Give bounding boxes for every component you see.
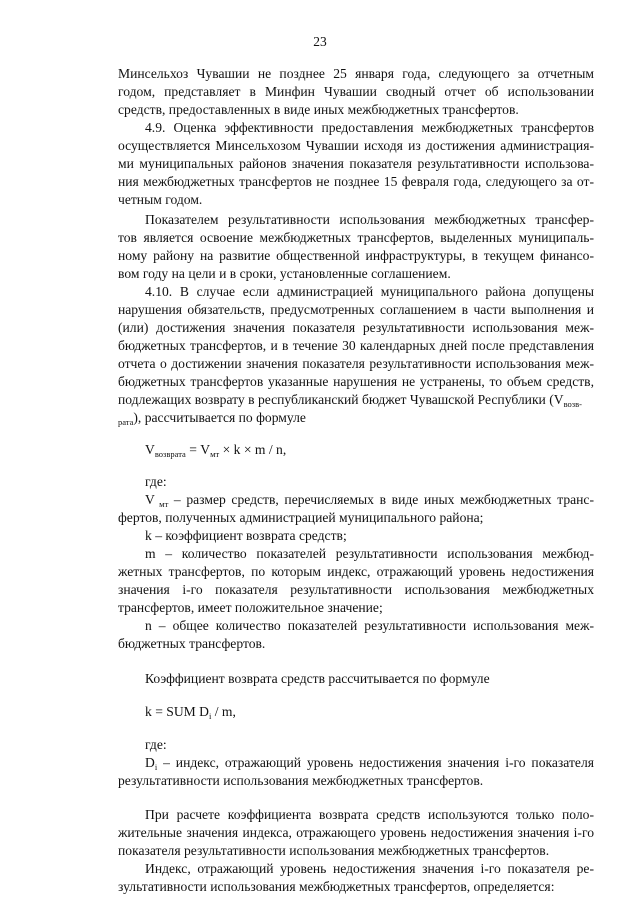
text-line: где: (145, 474, 167, 489)
text-line: средств, предоставленных в виде иных межбюджетных трансфертов. (118, 102, 519, 117)
formula-coefficient (145, 703, 236, 721)
text-span: V (145, 492, 155, 507)
text-line: вом году на цели и в сроки, установленные соглашением. (118, 266, 451, 281)
subscript: возв- (563, 399, 582, 409)
text-line: ния межбюджетных трансфертов не позднее 15 февраля года, следующего за от- (118, 174, 594, 189)
text-line: бюджетных трансфертов. (118, 636, 266, 651)
formula-text: = V (185, 442, 211, 457)
text-line: ному району на развитие общественной инфраструктуры, в текущем финансо- (118, 248, 594, 263)
text-line: Показателем результативности использования межбюджетных трансфер- (145, 212, 594, 227)
text-line: ми муниципальных районов значения показателя результативности использова- (118, 156, 594, 171)
text-line (145, 754, 594, 772)
text-line: Индекс, отражающий уровень недостижения значения i-го показателя ре- (145, 861, 594, 876)
formula-text: / m, (211, 704, 236, 719)
text-line (118, 409, 306, 427)
text-line: трансфертов, имеет положительное значение; (118, 600, 383, 615)
text-line: Коэффициент возврата средств рассчитывается по формуле (145, 671, 490, 686)
text-line: показателя результативности использования межбюджетных трансфертов. (118, 843, 550, 858)
text-line: осуществляется Минсельхозом Чувашии исходя из достижения администрация- (118, 138, 594, 153)
formula-text: × k × m / n, (219, 442, 287, 457)
text-line: жительные значения индекса, отражающего уровень недостижения значения i-го (118, 825, 594, 840)
text-line: где: (145, 737, 167, 752)
text-line: значения i-го показателя результативности использования межбюджетных (118, 582, 594, 597)
subscript: рата (118, 417, 134, 427)
text-line: жетных трансфертов, по которым индекс, отражающий уровень недостижения (118, 564, 594, 579)
text-line: n – общее количество показателей результативности использования меж- (145, 618, 594, 633)
text-line: зультативности использования межбюджетных трансфертов, определяется: (118, 879, 555, 894)
text-line: 4.10. В случае если администрацией муниципального района допущены (145, 284, 594, 299)
text-line: нарушения обязательств, предусмотренных соглашением в части выполнения и (118, 302, 594, 317)
text-line: бюджетных трансфертов, и в течение 30 календарных дней после представления (118, 338, 594, 353)
text-line: Минсельхоз Чувашии не позднее 25 января года, следующего за отчетным (118, 66, 594, 81)
text-line: бюджетных трансфертов указанные нарушения не устранены, то объем средств, (118, 374, 594, 389)
formula-text: k = SUM D (145, 704, 209, 719)
text-line (118, 391, 594, 409)
text-span: подлежащих возврату в республиканский бюджет Чувашской Республики (V (118, 392, 564, 407)
subscript: i (208, 711, 212, 721)
text-line: годом, представляет в Минфин Чувашии сводный отчет об использовании (118, 84, 594, 99)
formula-text: V (145, 442, 155, 457)
subscript: мт (154, 499, 169, 509)
text-line: тов является освоение межбюджетных трансфертов, выделенных муниципаль- (118, 230, 594, 245)
subscript: i (154, 762, 158, 772)
page-number: 23 (313, 34, 327, 49)
subscript: мт (210, 449, 220, 459)
text-span: D (145, 755, 155, 770)
text-line: отчета о достижении значения показателя результативности использования меж- (118, 356, 594, 371)
text-line: (или) достижения значения показателя результативности использования меж- (118, 320, 594, 335)
text-line: При расчете коэффициента возврата средств используются только поло- (145, 807, 594, 822)
text-line: фертов, полученных администрацией муниципального района; (118, 510, 484, 525)
text-line: 4.9. Оценка эффективности предоставления межбюджетных трансфертов (145, 120, 594, 135)
subscript: возврата (154, 449, 186, 459)
text-line: четным годом. (118, 192, 203, 207)
text-line: результативности использования межбюджетных трансфертов. (118, 773, 484, 788)
text-span: ), рассчитывается по формуле (133, 410, 306, 425)
text-line: m – количество показателей результативности использования межбюд- (145, 546, 594, 561)
text-line (145, 491, 594, 509)
formula-return-volume (145, 441, 286, 459)
text-span: – индекс, отражающий уровень недостижения значения i-го показателя (157, 755, 594, 770)
text-span: – размер средств, перечисляемых в виде иных межбюджетных транс- (168, 492, 594, 507)
text-line: k – коэффициент возврата средств; (145, 528, 347, 543)
